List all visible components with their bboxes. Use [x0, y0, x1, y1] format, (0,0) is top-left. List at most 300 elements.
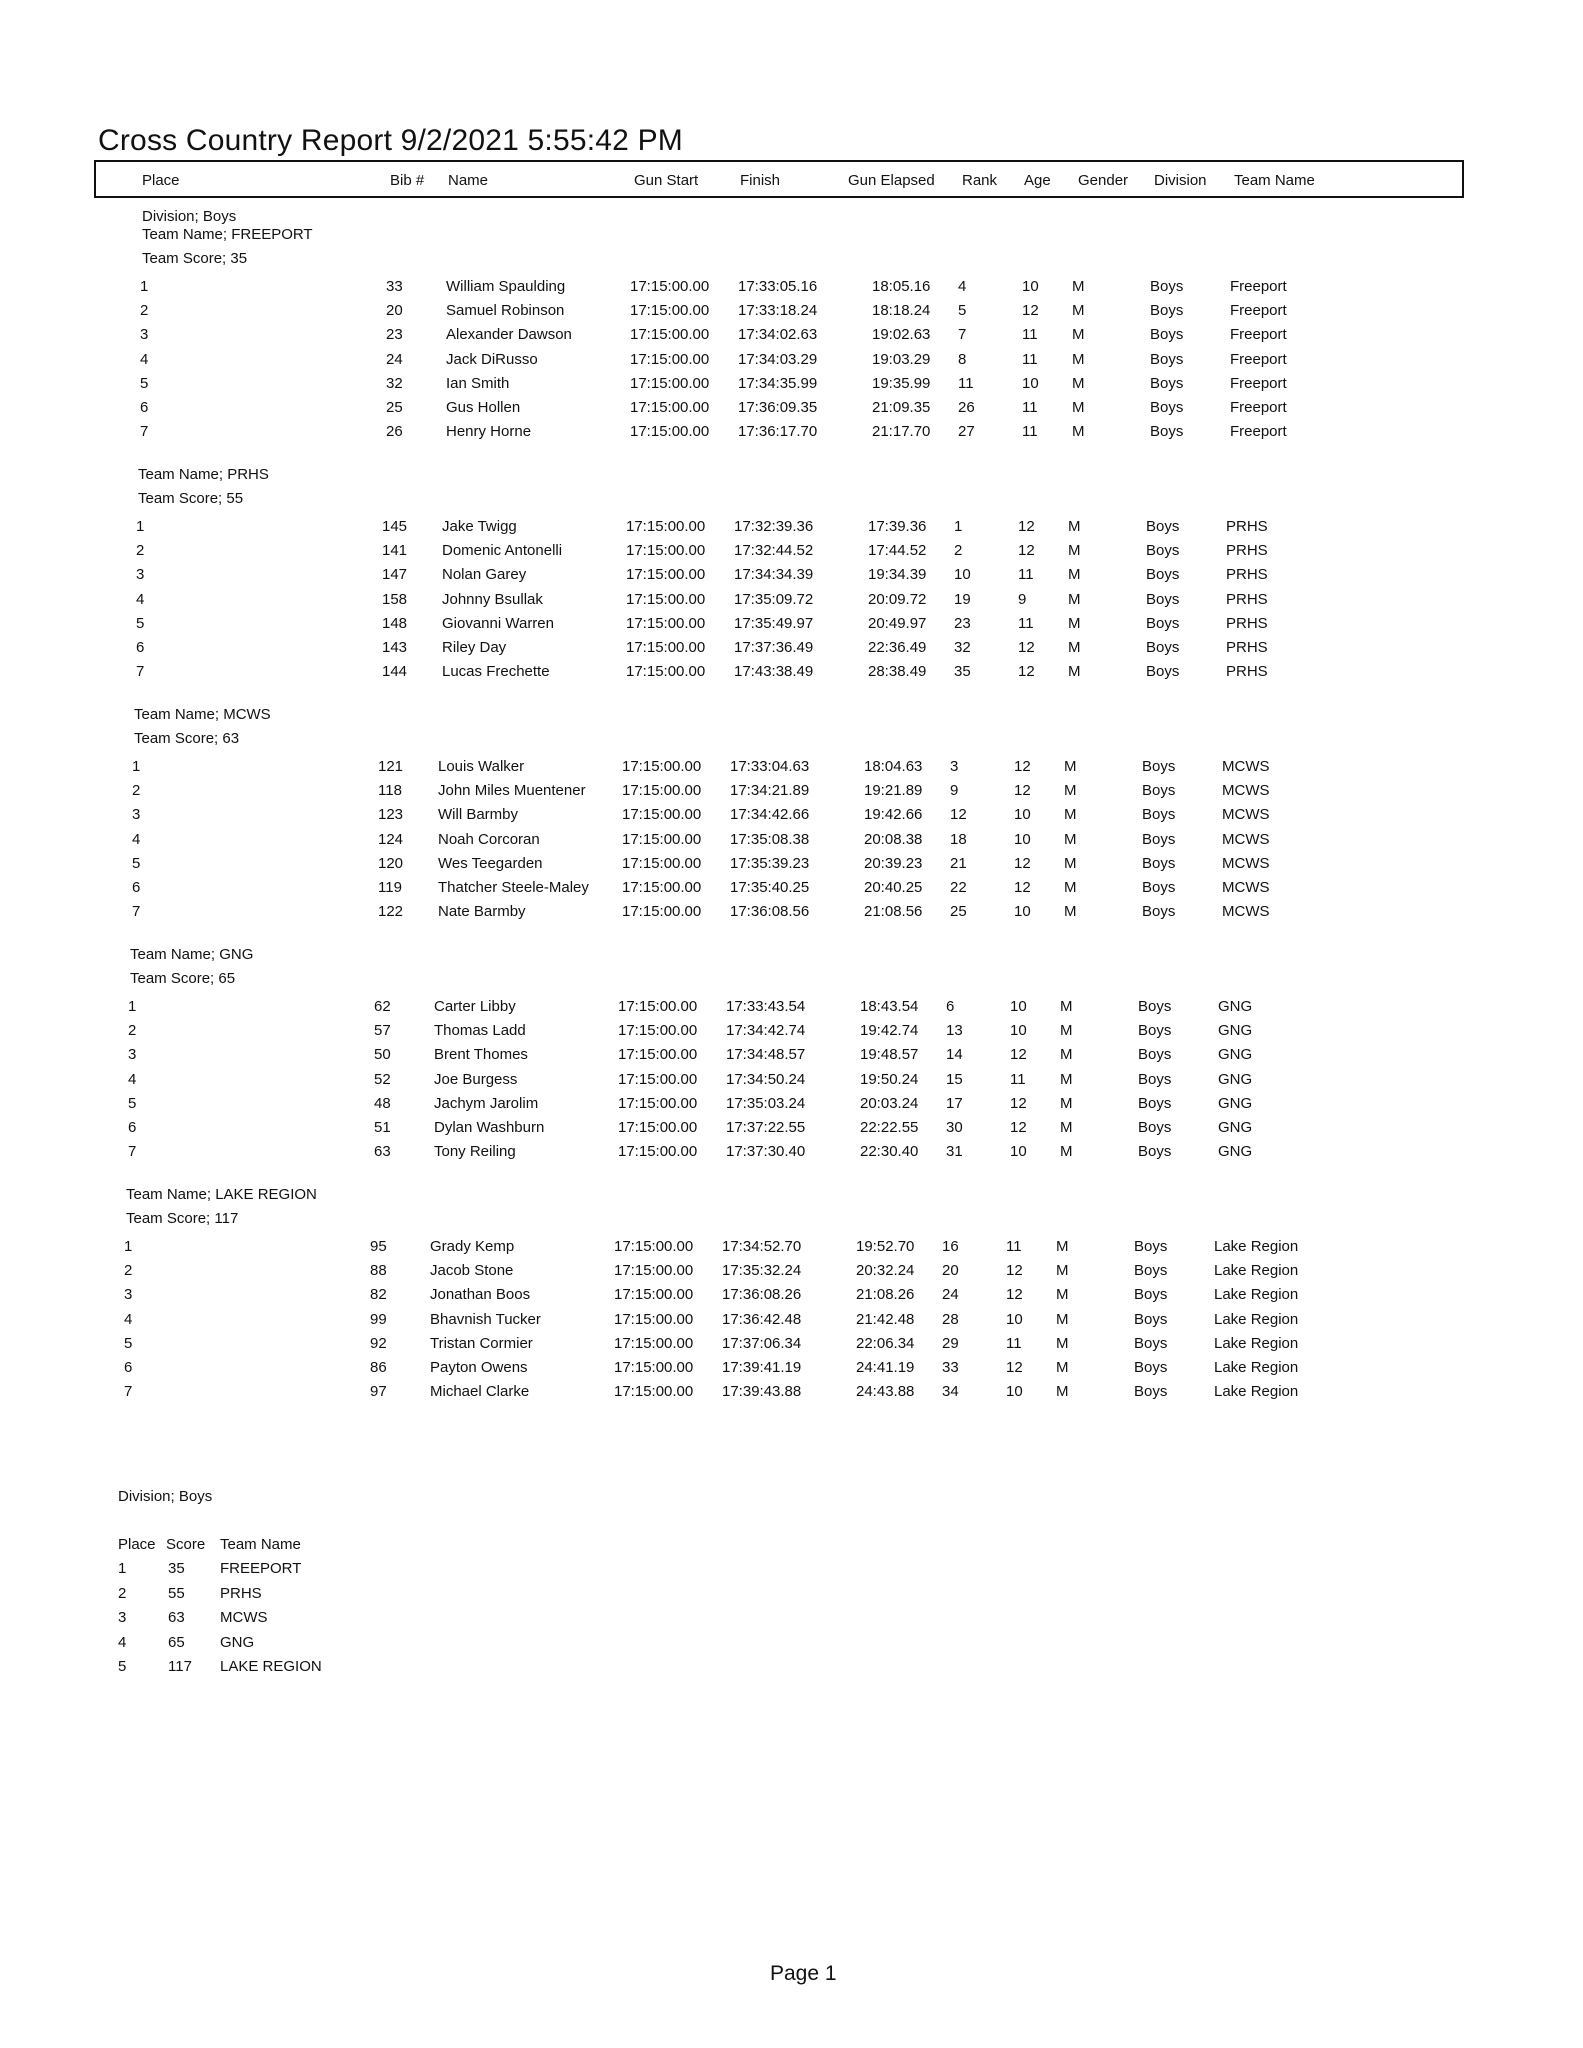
runner-row	[0, 566, 1579, 586]
gun-start-cell: 17:15:00.00	[626, 566, 706, 584]
gun-elapsed-cell: 19:35.99	[872, 374, 931, 392]
age-cell: 10	[1022, 278, 1039, 295]
runner-name-cell: Jack DiRusso	[446, 350, 538, 368]
finish-time-cell: 17:34:52.70	[722, 1238, 802, 1255]
finish-time-cell: 17:37:06.34	[722, 1334, 802, 1352]
runner-name-cell: Henry Horne	[446, 423, 532, 441]
division-cell: Boys	[1150, 278, 1184, 295]
place-cell: 6	[132, 879, 141, 896]
finish-time-cell: 17:37:22.55	[726, 1119, 806, 1136]
finish-time-cell: 17:34:03.29	[738, 350, 818, 368]
division-cell: Boys	[1138, 1143, 1172, 1161]
age-cell: 10	[1006, 1310, 1023, 1328]
rank-cell: 22	[950, 879, 967, 896]
place-cell: 5	[140, 374, 149, 392]
gender-cell: M	[1064, 806, 1077, 824]
finish-time-cell: 17:36:42.48	[722, 1310, 802, 1328]
age-cell: 11	[1022, 350, 1038, 368]
team-score-label: Team Score; 65	[130, 970, 236, 987]
summary-division-label: Division; Boys	[118, 1488, 213, 1505]
runner-name-cell: Jonathan Boos	[430, 1286, 531, 1304]
place-cell: 2	[140, 302, 149, 320]
rank-cell: 7	[958, 326, 967, 344]
runner-row	[0, 351, 1583, 371]
team-name-cell: GNG	[1218, 1119, 1253, 1136]
runner-row	[0, 782, 1575, 802]
division-cell: Boys	[1142, 854, 1176, 872]
place-cell: 4	[140, 350, 149, 368]
gender-cell: M	[1072, 374, 1085, 392]
team-score-label: Team Score; 117	[126, 1210, 239, 1227]
gender-cell: M	[1056, 1262, 1069, 1280]
gun-elapsed-cell: 22:36.49	[868, 639, 927, 656]
rank-cell: 12	[950, 806, 967, 824]
place-cell: 1	[136, 518, 145, 535]
rank-cell: 18	[950, 830, 967, 848]
age-cell: 10	[1014, 806, 1031, 824]
gun-elapsed-cell: 20:08.38	[864, 830, 923, 848]
finish-time-cell: 17:36:09.35	[738, 399, 818, 416]
runner-row	[0, 591, 1579, 611]
age-cell: 12	[1006, 1286, 1023, 1304]
age-cell: 12	[1010, 1094, 1027, 1112]
bib-number-cell: 147	[382, 566, 408, 584]
division-cell: Boys	[1142, 879, 1176, 896]
place-cell: 3	[128, 1046, 137, 1064]
gender-cell: M	[1064, 758, 1077, 775]
header-place: Place	[142, 172, 180, 189]
gender-cell: M	[1060, 1022, 1073, 1040]
runner-name-cell: Payton Owens	[430, 1359, 528, 1376]
finish-time-cell: 17:35:40.25	[730, 879, 810, 896]
gun-start-cell: 17:15:00.00	[626, 639, 706, 656]
gun-elapsed-cell: 20:09.72	[868, 590, 927, 608]
runner-row	[0, 302, 1583, 322]
gun-start-cell: 17:15:00.00	[622, 903, 702, 921]
header-division: Division	[1154, 172, 1207, 189]
place-cell: 6	[128, 1119, 137, 1136]
division-cell: Boys	[1150, 350, 1184, 368]
team-name-cell: Freeport	[1230, 350, 1287, 368]
summary-place-cell: 3	[118, 1609, 127, 1627]
bib-number-cell: 32	[386, 374, 403, 392]
place-cell: 3	[140, 326, 149, 344]
gun-start-cell: 17:15:00.00	[630, 423, 710, 441]
runner-row	[0, 1046, 1571, 1066]
bib-number-cell: 119	[378, 879, 402, 896]
finish-time-cell: 17:33:04.63	[730, 758, 810, 775]
age-cell: 11	[1010, 1070, 1026, 1088]
runner-row	[0, 1262, 1567, 1282]
division-cell: Boys	[1138, 1070, 1172, 1088]
finish-time-cell: 17:33:43.54	[726, 998, 806, 1015]
age-cell: 11	[1006, 1334, 1022, 1352]
division-cell: Boys	[1146, 542, 1180, 560]
rank-cell: 14	[946, 1046, 963, 1064]
rank-cell: 33	[942, 1359, 959, 1376]
gun-elapsed-cell: 21:08.26	[856, 1286, 915, 1304]
gender-cell: M	[1064, 854, 1077, 872]
team-name-cell: Freeport	[1230, 399, 1287, 416]
team-name-cell: MCWS	[1222, 782, 1270, 800]
age-cell: 12	[1018, 663, 1035, 681]
division-label: Division; Boys	[142, 208, 237, 225]
division-cell: Boys	[1150, 399, 1184, 416]
place-cell: 3	[132, 806, 141, 824]
finish-time-cell: 17:37:30.40	[726, 1143, 806, 1161]
division-cell: Boys	[1146, 518, 1180, 535]
team-name-cell: GNG	[1218, 1046, 1253, 1064]
age-cell: 12	[1014, 879, 1031, 896]
runner-row	[0, 831, 1575, 851]
finish-time-cell: 17:35:32.24	[722, 1262, 802, 1280]
rank-cell: 24	[942, 1286, 959, 1304]
rank-cell: 17	[946, 1094, 963, 1112]
page-number: Page 1	[770, 1962, 837, 1985]
division-cell: Boys	[1146, 566, 1180, 584]
rank-cell: 27	[958, 423, 975, 441]
age-cell: 10	[1014, 903, 1031, 921]
rank-cell: 10	[954, 566, 971, 584]
division-cell: Boys	[1134, 1310, 1168, 1328]
gun-start-cell: 17:15:00.00	[614, 1238, 694, 1255]
team-name-cell: PRHS	[1226, 542, 1268, 560]
gun-start-cell: 17:15:00.00	[622, 782, 702, 800]
place-cell: 4	[132, 830, 141, 848]
age-cell: 9	[1018, 590, 1027, 608]
gender-cell: M	[1060, 998, 1073, 1015]
age-cell: 12	[1006, 1262, 1023, 1280]
age-cell: 12	[1014, 782, 1031, 800]
bib-number-cell: 20	[386, 302, 403, 320]
runner-name-cell: Lucas Frechette	[442, 663, 550, 681]
team-name-label: Team Name; MCWS	[134, 706, 271, 723]
bib-number-cell: 141	[382, 542, 408, 560]
gun-start-cell: 17:15:00.00	[626, 590, 706, 608]
gun-elapsed-cell: 20:49.97	[868, 614, 927, 632]
place-cell: 4	[124, 1310, 133, 1328]
summary-row	[118, 1658, 518, 1678]
runner-name-cell: Jachym Jarolim	[434, 1094, 539, 1112]
bib-number-cell: 26	[386, 423, 403, 441]
runner-row	[0, 1311, 1567, 1331]
rank-cell: 11	[958, 374, 974, 392]
team-name-label: Team Name; PRHS	[138, 466, 269, 483]
summary-place-cell: 2	[118, 1584, 127, 1602]
header-name: Name	[448, 172, 489, 189]
bib-number-cell: 148	[382, 614, 408, 632]
age-cell: 11	[1022, 399, 1038, 416]
age-cell: 12	[1010, 1046, 1027, 1064]
division-cell: Boys	[1142, 806, 1176, 824]
rank-cell: 8	[958, 350, 967, 368]
gun-elapsed-cell: 20:03.24	[860, 1094, 919, 1112]
rank-cell: 16	[942, 1238, 959, 1255]
gender-cell: M	[1064, 830, 1077, 848]
gender-cell: M	[1072, 350, 1085, 368]
gender-cell: M	[1060, 1046, 1073, 1064]
summary-row	[118, 1560, 518, 1580]
division-cell: Boys	[1142, 830, 1176, 848]
finish-time-cell: 17:36:17.70	[738, 423, 818, 441]
runner-row	[0, 518, 1579, 538]
rank-cell: 9	[950, 782, 959, 800]
division-cell: Boys	[1138, 998, 1172, 1015]
gun-start-cell: 17:15:00.00	[614, 1310, 694, 1328]
rank-cell: 34	[942, 1383, 959, 1401]
runner-name-cell: Tristan Cormier	[430, 1334, 533, 1352]
gun-start-cell: 17:15:00.00	[618, 1143, 698, 1161]
team-name-cell: MCWS	[1222, 758, 1270, 775]
finish-time-cell: 17:33:18.24	[738, 302, 818, 320]
team-score-label: Team Score; 63	[134, 730, 240, 747]
bib-number-cell: 118	[378, 782, 402, 800]
finish-time-cell: 17:35:49.97	[734, 614, 814, 632]
place-cell: 4	[136, 590, 145, 608]
summary-score-cell: 65	[168, 1633, 185, 1651]
runner-name-cell: Bhavnish Tucker	[430, 1310, 541, 1328]
finish-time-cell: 17:32:39.36	[734, 518, 814, 535]
team-name-cell: PRHS	[1226, 639, 1268, 656]
gun-start-cell: 17:15:00.00	[622, 854, 702, 872]
team-name-cell: Lake Region	[1214, 1310, 1299, 1328]
runner-row	[0, 639, 1579, 659]
report-title: Cross Country Report 9/2/2021 5:55:42 PM	[98, 124, 683, 157]
team-name-cell: MCWS	[1222, 854, 1270, 872]
gun-start-cell: 17:15:00.00	[618, 998, 698, 1015]
bib-number-cell: 51	[374, 1119, 391, 1136]
gun-start-cell: 17:15:00.00	[622, 879, 702, 896]
division-cell: Boys	[1146, 614, 1180, 632]
runner-row	[0, 1238, 1567, 1258]
gun-start-cell: 17:15:00.00	[614, 1262, 694, 1280]
place-cell: 5	[136, 614, 145, 632]
age-cell: 12	[1014, 758, 1031, 775]
team-name-cell: Freeport	[1230, 374, 1287, 392]
runner-row	[0, 758, 1575, 778]
gun-start-cell: 17:15:00.00	[626, 542, 706, 560]
division-cell: Boys	[1146, 590, 1180, 608]
runner-name-cell: Samuel Robinson	[446, 302, 565, 320]
place-cell: 7	[128, 1143, 137, 1161]
finish-time-cell: 17:34:42.74	[726, 1022, 806, 1040]
gun-elapsed-cell: 21:09.35	[872, 399, 931, 416]
gun-start-cell: 17:15:00.00	[626, 518, 706, 535]
header-gun-start: Gun Start	[634, 172, 699, 189]
place-cell: 1	[128, 998, 137, 1015]
summary-score-cell: 35	[168, 1560, 185, 1577]
finish-time-cell: 17:34:42.66	[730, 806, 810, 824]
gender-cell: M	[1068, 566, 1081, 584]
runner-row	[0, 855, 1575, 875]
bib-number-cell: 88	[370, 1262, 387, 1280]
runner-row	[0, 1359, 1567, 1379]
gun-elapsed-cell: 21:42.48	[856, 1310, 915, 1328]
rank-cell: 6	[946, 998, 955, 1015]
gun-elapsed-cell: 22:22.55	[860, 1119, 919, 1136]
division-cell: Boys	[1134, 1238, 1168, 1255]
gun-elapsed-cell: 20:32.24	[856, 1262, 915, 1280]
gun-start-cell: 17:15:00.00	[622, 830, 702, 848]
summary-header-score: Score	[166, 1536, 206, 1553]
age-cell: 10	[1010, 998, 1027, 1015]
division-cell: Boys	[1142, 758, 1176, 775]
runner-row	[0, 1119, 1571, 1139]
header-gun-elapsed: Gun Elapsed	[848, 172, 935, 189]
runner-name-cell: Louis Walker	[438, 758, 525, 775]
rank-cell: 13	[946, 1022, 963, 1040]
bib-number-cell: 121	[378, 758, 404, 775]
bib-number-cell: 144	[382, 663, 408, 681]
team-name-cell: Lake Region	[1214, 1359, 1299, 1376]
place-cell: 2	[128, 1022, 137, 1040]
gun-start-cell: 17:15:00.00	[614, 1383, 694, 1401]
gun-elapsed-cell: 21:08.56	[864, 903, 923, 921]
gun-elapsed-cell: 17:44.52	[868, 542, 927, 560]
bib-number-cell: 158	[382, 590, 408, 608]
runner-name-cell: John Miles Muentener	[438, 782, 586, 800]
gender-cell: M	[1056, 1334, 1069, 1352]
rank-cell: 35	[954, 663, 971, 681]
runner-name-cell: Jake Twigg	[442, 518, 517, 535]
gun-start-cell: 17:15:00.00	[630, 326, 710, 344]
rank-cell: 31	[946, 1143, 963, 1161]
finish-time-cell: 17:34:50.24	[726, 1070, 806, 1088]
gun-start-cell: 17:15:00.00	[630, 374, 710, 392]
summary-header-row	[118, 1536, 518, 1556]
age-cell: 12	[1014, 854, 1031, 872]
gender-cell: M	[1072, 399, 1085, 416]
rank-cell: 30	[946, 1119, 963, 1136]
gun-start-cell: 17:15:00.00	[618, 1046, 698, 1064]
team-name-cell: GNG	[1218, 1070, 1253, 1088]
summary-team-cell: MCWS	[220, 1609, 268, 1627]
gender-cell: M	[1056, 1383, 1069, 1401]
summary-row	[118, 1585, 518, 1605]
summary-team-cell: LAKE REGION	[220, 1658, 322, 1676]
rank-cell: 4	[958, 278, 967, 295]
place-cell: 2	[124, 1262, 133, 1280]
age-cell: 10	[1014, 830, 1031, 848]
age-cell: 12	[1018, 542, 1035, 560]
team-name-cell: PRHS	[1226, 566, 1268, 584]
gender-cell: M	[1072, 278, 1085, 295]
bib-number-cell: 123	[378, 806, 404, 824]
bib-number-cell: 52	[374, 1070, 391, 1088]
rank-cell: 26	[958, 399, 975, 416]
finish-time-cell: 17:36:08.26	[722, 1286, 802, 1304]
rank-cell: 28	[942, 1310, 959, 1328]
runner-row	[0, 615, 1579, 635]
header-bib: Bib #	[390, 172, 425, 189]
gun-elapsed-cell: 18:05.16	[872, 278, 931, 295]
finish-time-cell: 17:34:02.63	[738, 326, 818, 344]
gun-elapsed-cell: 18:04.63	[864, 758, 923, 775]
gender-cell: M	[1072, 423, 1085, 441]
division-cell: Boys	[1138, 1046, 1172, 1064]
runner-row	[0, 1383, 1567, 1403]
division-cell: Boys	[1138, 1119, 1172, 1136]
summary-score-cell: 55	[168, 1584, 185, 1602]
age-cell: 12	[1022, 302, 1039, 320]
runner-row	[0, 1095, 1571, 1115]
gender-cell: M	[1068, 639, 1081, 656]
gender-cell: M	[1060, 1070, 1073, 1088]
bib-number-cell: 24	[386, 350, 403, 368]
gun-start-cell: 17:15:00.00	[618, 1022, 698, 1040]
runner-row	[0, 375, 1583, 395]
age-cell: 12	[1010, 1119, 1027, 1136]
gender-cell: M	[1072, 302, 1085, 320]
gun-elapsed-cell: 20:40.25	[864, 879, 923, 896]
gun-start-cell: 17:15:00.00	[626, 663, 706, 681]
team-name-cell: MCWS	[1222, 903, 1270, 921]
finish-time-cell: 17:34:35.99	[738, 374, 818, 392]
team-name-cell: Lake Region	[1214, 1286, 1299, 1304]
runner-name-cell: Brent Thomes	[434, 1046, 528, 1064]
bib-number-cell: 145	[382, 518, 408, 535]
runner-row	[0, 423, 1583, 443]
finish-time-cell: 17:35:08.38	[730, 830, 810, 848]
rank-cell: 5	[958, 302, 967, 320]
place-cell: 3	[124, 1286, 133, 1304]
gun-elapsed-cell: 20:39.23	[864, 854, 923, 872]
rank-cell: 15	[946, 1070, 963, 1088]
bib-number-cell: 92	[370, 1334, 387, 1352]
place-cell: 7	[132, 903, 141, 921]
gun-elapsed-cell: 19:48.57	[860, 1046, 919, 1064]
team-name-cell: Lake Region	[1214, 1238, 1299, 1255]
summary-row	[118, 1609, 518, 1629]
division-cell: Boys	[1134, 1383, 1168, 1401]
gun-elapsed-cell: 19:21.89	[864, 782, 923, 800]
gun-start-cell: 17:15:00.00	[618, 1070, 698, 1088]
summary-score-cell: 63	[168, 1609, 185, 1627]
gender-cell: M	[1056, 1238, 1069, 1255]
gender-cell: M	[1060, 1143, 1073, 1161]
column-header-bar	[94, 160, 1464, 198]
team-name-label: Team Name; LAKE REGION	[126, 1186, 317, 1203]
gun-elapsed-cell: 17:39.36	[868, 518, 927, 535]
gun-elapsed-cell: 22:30.40	[860, 1143, 919, 1161]
header-gender: Gender	[1078, 172, 1129, 189]
header-age: Age	[1024, 172, 1051, 189]
gun-elapsed-cell: 22:06.34	[856, 1334, 915, 1352]
gender-cell: M	[1068, 542, 1081, 560]
finish-time-cell: 17:39:41.19	[722, 1359, 802, 1376]
runner-row	[0, 542, 1579, 562]
age-cell: 11	[1022, 423, 1038, 441]
team-name-cell: Freeport	[1230, 326, 1287, 344]
runner-name-cell: Wes Teegarden	[438, 854, 543, 872]
age-cell: 12	[1018, 518, 1035, 535]
team-name-cell: MCWS	[1222, 879, 1270, 896]
gender-cell: M	[1064, 879, 1077, 896]
summary-place-cell: 1	[118, 1560, 127, 1577]
gender-cell: M	[1068, 590, 1081, 608]
division-cell: Boys	[1150, 326, 1184, 344]
team-name-cell: PRHS	[1226, 663, 1268, 681]
bib-number-cell: 82	[370, 1286, 387, 1304]
gender-cell: M	[1068, 663, 1081, 681]
team-name-cell: MCWS	[1222, 806, 1270, 824]
bib-number-cell: 50	[374, 1046, 391, 1064]
gender-cell: M	[1056, 1286, 1069, 1304]
runner-row	[0, 326, 1583, 346]
place-cell: 7	[124, 1383, 133, 1401]
gender-cell: M	[1068, 614, 1081, 632]
division-cell: Boys	[1134, 1334, 1168, 1352]
